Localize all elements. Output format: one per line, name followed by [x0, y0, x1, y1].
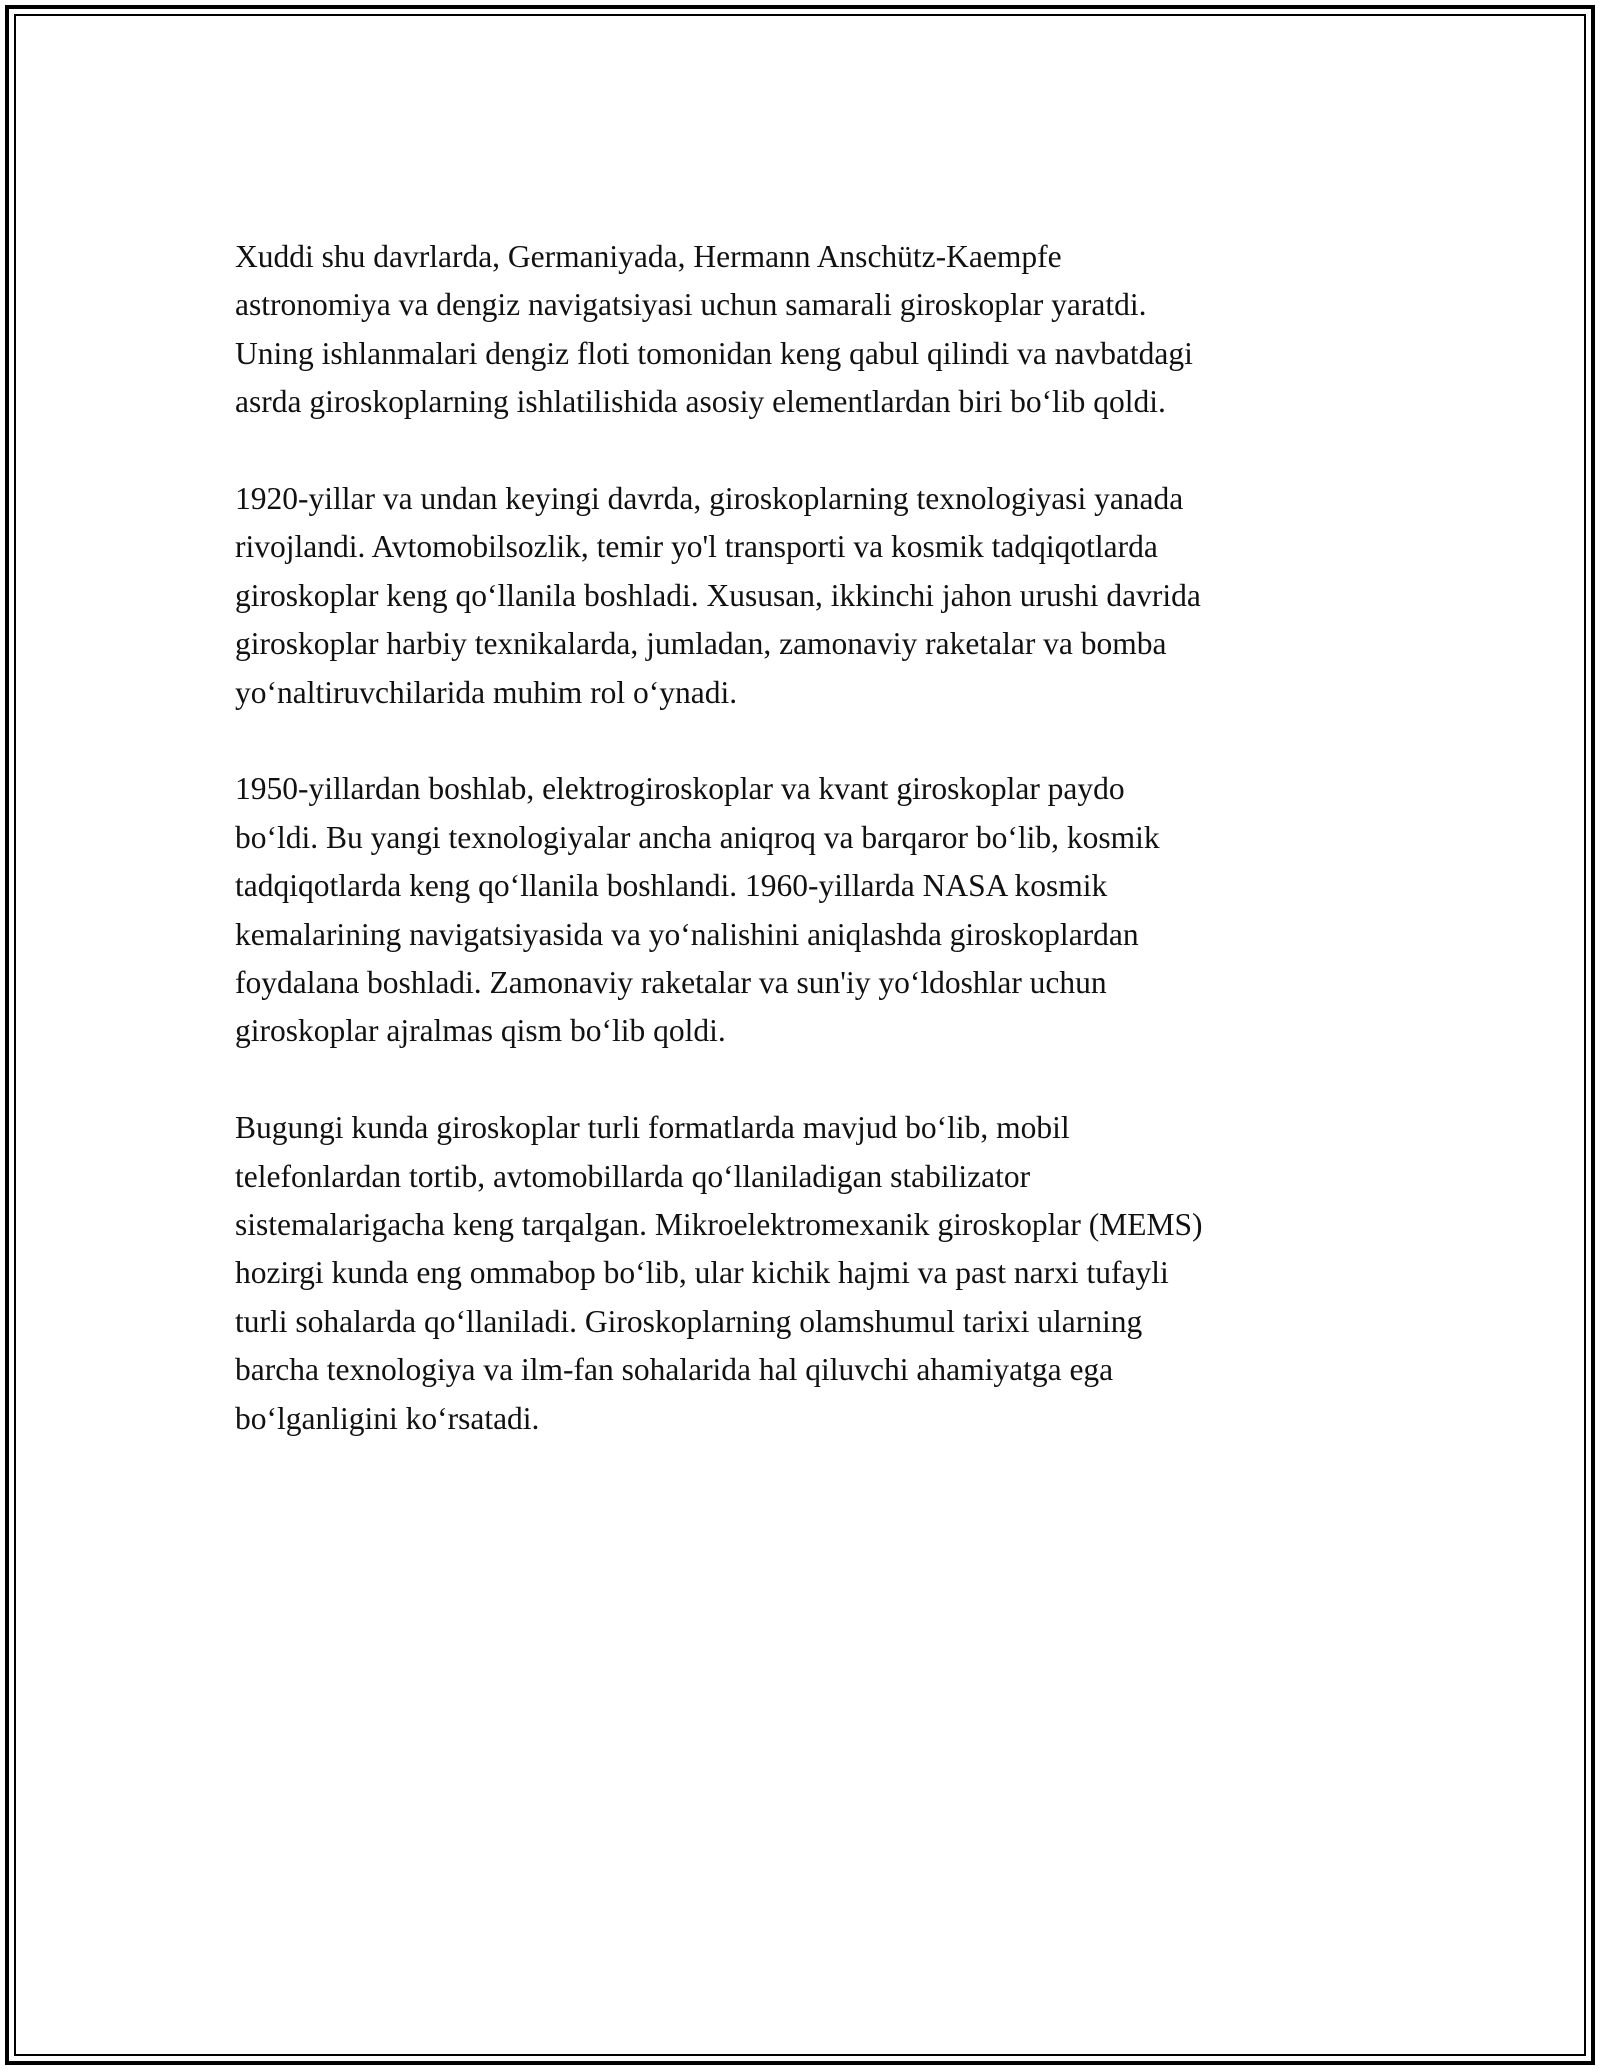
text-line: turli sohalarda qo‘llaniladi. Giroskoplarning olamshumul tarixi ularning	[235, 1303, 1143, 1339]
text-line: astronomiya va dengiz navigatsiyasi uchun samarali giroskoplar yaratdi.	[235, 287, 1147, 323]
document-body	[235, 233, 1375, 1492]
text-line: sistemalarigacha keng tarqalgan. Mikroelektromexanik giroskoplar (MEMS)	[235, 1207, 1203, 1243]
text-line: telefonlardan tortib, avtomobillarda qo‘llaniladigan stabilizator	[235, 1158, 1031, 1194]
paragraph-1	[235, 233, 1375, 427]
text-line: kemalarining navigatsiyasida va yo‘nalishini aniqlashda giroskoplardan	[235, 916, 1139, 952]
text-line: 1920-yillar va undan keyingi davrda, giroskoplarning texnologiyasi yanada	[235, 481, 1184, 517]
text-line: giroskoplar harbiy texnikalarda, jumladan, zamonaviy raketalar va bomba	[235, 626, 1167, 662]
text-line: tadqiqotlarda keng qo‘llanila boshlandi. 1960-yillarda NASA kosmik	[235, 868, 1108, 904]
text-line: Xuddi shu davrlarda, Germaniyada, Hermann Anschütz-Kaempfe	[235, 239, 1062, 274]
text-line: rivojlandi. Avtomobilsozlik, temir yo'l transporti va kosmik tadqiqotlarda	[235, 529, 1158, 565]
text-line: giroskoplar ajralmas qism bo‘lib qoldi.	[235, 1013, 726, 1049]
text-line: hozirgi kunda eng ommabop bo‘lib, ular kichik hajmi va past narxi tufayli	[235, 1255, 1169, 1291]
text-line: asrda giroskoplarning ishlatilishida asosiy elementlardan biri bo‘lib qoldi.	[235, 384, 1166, 420]
text-line: 1950-yillardan boshlab, elektrogiroskoplar va kvant giroskoplar paydo	[235, 771, 1125, 807]
text-line: barcha texnologiya va ilm-fan sohalarida hal qiluvchi ahamiyatga ega	[235, 1352, 1114, 1388]
text-line: bo‘lganligini ko‘rsatadi.	[235, 1400, 540, 1436]
paragraph-4	[235, 1104, 1375, 1443]
text-line: Bugungi kunda giroskoplar turli formatlarda mavjud bo‘lib, mobil	[235, 1110, 1070, 1146]
text-line: Uning ishlanmalari dengiz floti tomonidan keng qabul qilindi va navbatdagi	[235, 335, 1193, 371]
text-line: bo‘ldi. Bu yangi texnologiyalar ancha aniqroq va barqaror bo‘lib, kosmik	[235, 819, 1160, 855]
text-line: foydalana boshladi. Zamonaviy raketalar va sun'iy yo‘ldoshlar uchun	[235, 965, 1107, 1001]
paragraph-3	[235, 765, 1375, 1055]
text-line: yo‘naltiruvchilarida muhim rol o‘ynadi.	[235, 674, 738, 710]
text-line: giroskoplar keng qo‘llanila boshladi. Xususan, ikkinchi jahon urushi davrida	[235, 577, 1201, 613]
paragraph-2	[235, 475, 1375, 717]
